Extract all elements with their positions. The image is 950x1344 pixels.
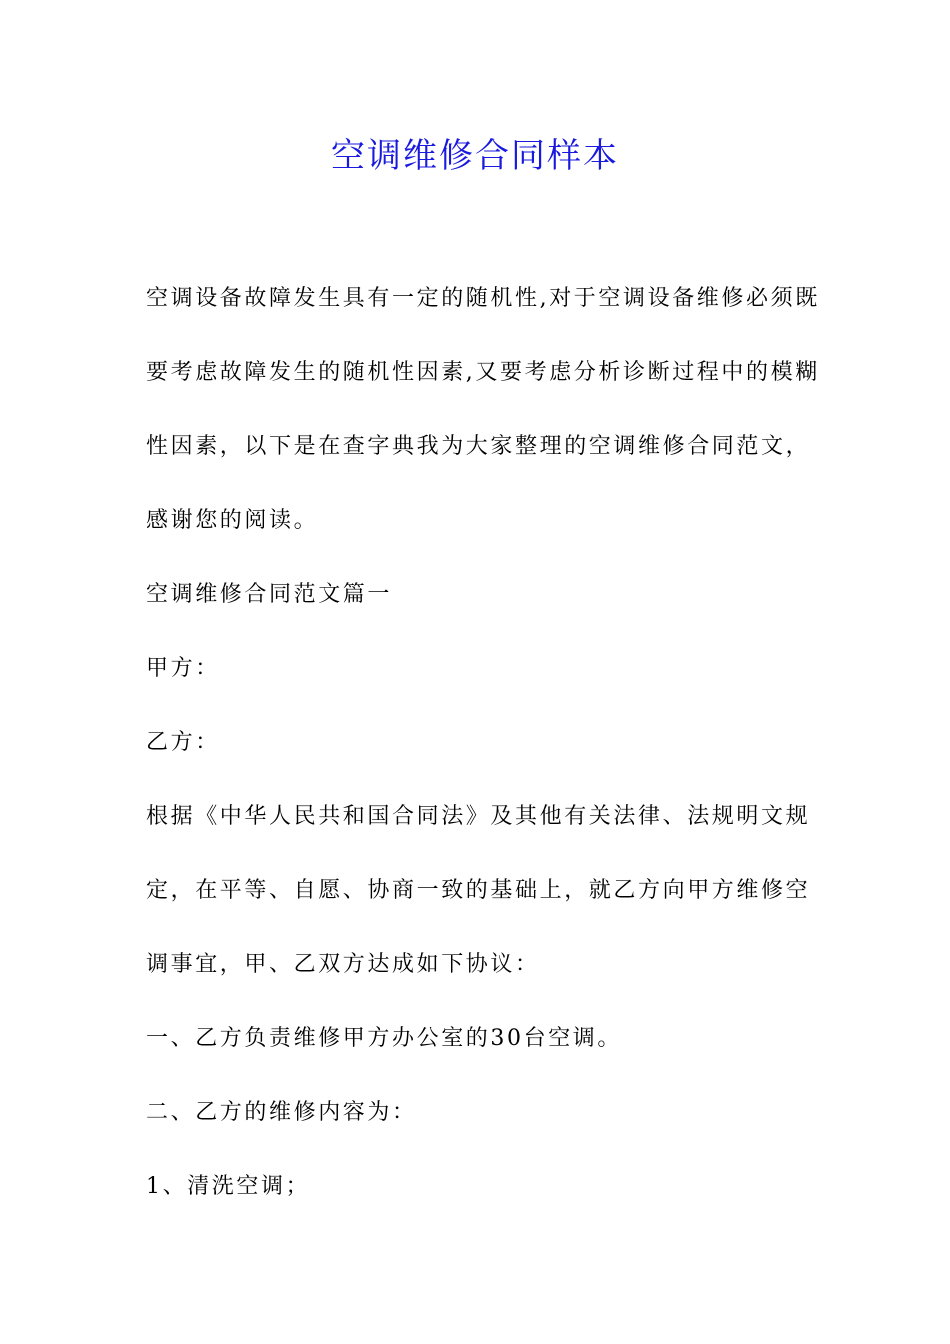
document-title: 空调维修合同样本 — [331, 136, 619, 176]
clause-one: 一、乙方负责维修甲方办公室的30台空调。 — [146, 1026, 622, 1051]
body-line-9: 定，在平等、自愿、协商一致的基础上，就乙方向甲方维修空 — [146, 878, 811, 903]
body-line-1: 空调设备故障发生具有一定的随机性,对于空调设备维修必须既 — [146, 286, 820, 311]
body-line-10: 调事宜，甲、乙双方达成如下协议： — [146, 952, 540, 977]
clause-two: 二、乙方的维修内容为： — [146, 1100, 417, 1125]
party-b-label: 乙方： — [146, 730, 220, 755]
body-line-2: 要考虑故障发生的随机性因素,又要考虑分析诊断过程中的模糊 — [146, 360, 820, 385]
body-line-8: 根据《中华人民共和国合同法》及其他有关法律、法规明文规 — [146, 804, 811, 829]
body-line-3: 性因素，以下是在查字典我为大家整理的空调维修合同范文， — [146, 434, 811, 459]
section-heading: 空调维修合同范文篇一 — [146, 582, 393, 607]
list-item-1: 1、清洗空调； — [146, 1174, 311, 1199]
document-body — [146, 262, 820, 1224]
body-line-4: 感谢您的阅读。 — [146, 508, 319, 533]
party-a-label: 甲方： — [146, 656, 220, 681]
